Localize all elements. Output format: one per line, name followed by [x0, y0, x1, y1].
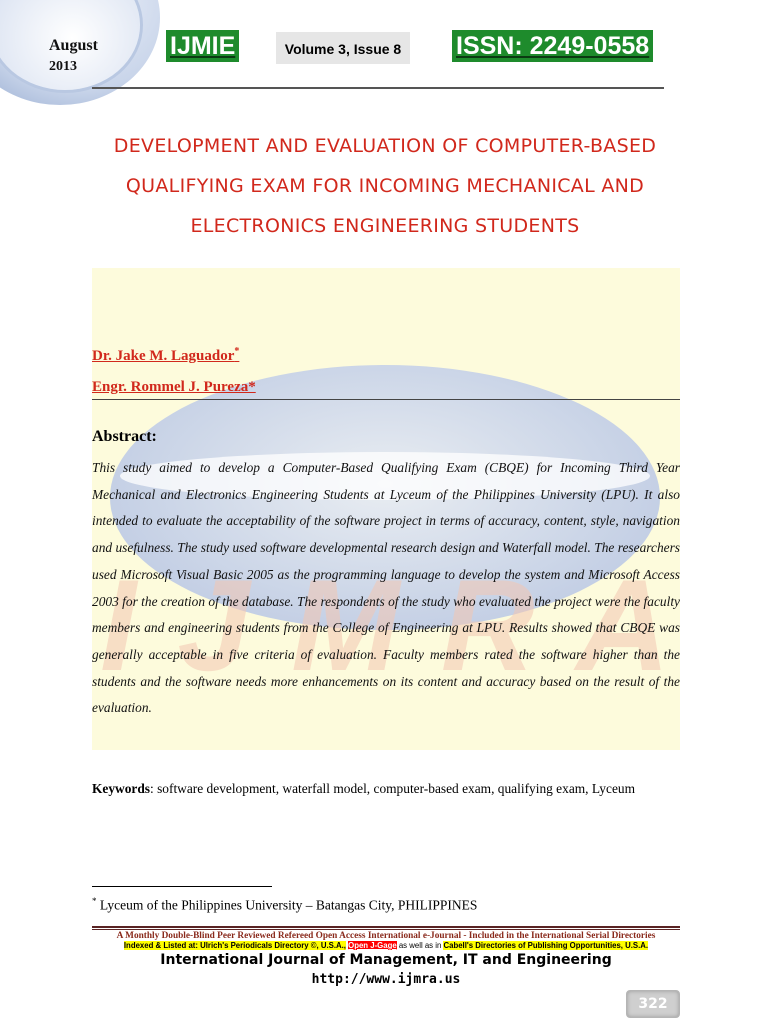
author-1-name: Dr. Jake M. Laguador [92, 348, 235, 364]
authors-divider [92, 399, 680, 400]
indexing-cabell: Cabell's Directories of Publishing Opportunities, U.S.A. [443, 941, 649, 950]
header-divider [92, 87, 664, 89]
watermark-letter: I [100, 552, 137, 698]
journal-url-link[interactable]: http://www.ijmra.us [311, 972, 461, 987]
abstract-heading: Abstract: [92, 428, 157, 445]
journal-name: International Journal of Management, IT and Engineering [160, 952, 612, 968]
footer-divider [92, 926, 680, 928]
footnote-text: Lyceum of the Philippines University – Batangas City, PHILIPPINES [96, 897, 478, 913]
page-number: 322 [626, 990, 680, 1018]
author-1-marker: * [234, 346, 240, 357]
keywords-label: Keywords [92, 781, 151, 796]
issue-year: 2013 [49, 59, 77, 74]
footnote-divider [92, 886, 272, 887]
author-list [92, 336, 256, 403]
abstract-body: This study aimed to develop a Computer-Based Qualifying Exam (CBQE) for Incoming Third Year Mechanical and Electronics Engineering Students at Lyceum of the Philippines University (LPU). It also intended to evaluate the acceptability of the software project in terms of accuracy, content, style, navigation and usefulness. The study used software developmental research design and Waterfall model. The researchers used Microsoft Visual Basic 2005 as the programming language to develop the system and Microsoft Access 2003 for the creation of the database. The respondents of the study who evaluated the project were the faculty members and engineering students from the College of Engineering at LPU. Results showed that CBQE was generally acceptable in five criteria of evaluation. Faculty members rated the software higher than the students and the software needs more enhancements on its content and accuracy based on the result of the evaluation. [92, 460, 680, 716]
indexing-ulrich: Indexed & Listed at: Ulrich's Periodicals Directory ©, U.S.A., [123, 941, 346, 950]
footnote [92, 896, 477, 914]
footer-indexing [92, 941, 680, 950]
paper-title: DEVELOPMENT AND EVALUATION OF COMPUTER-BASED QUALIFYING EXAM FOR INCOMING MECHANICAL AND ELECTRONICS ENGINEERING STUDENTS [113, 135, 657, 237]
watermark-letter: M [291, 552, 400, 698]
author-1 [92, 336, 256, 372]
keywords-list: : software development, waterfall model, computer-based exam, qualifying exam, Lyceum [150, 781, 636, 796]
issue-date [49, 37, 98, 75]
author-2-name: Engr. Rommel J. Pureza* [92, 379, 256, 395]
footnote-marker: * [92, 896, 97, 906]
issn-badge: ISSN: 2249-0558 [452, 30, 653, 62]
issue-month: August [49, 37, 98, 54]
indexing-open-jgage-link[interactable]: Open J-Gage [348, 941, 397, 950]
watermark-letter: J [177, 552, 250, 698]
keywords [92, 776, 680, 802]
volume-issue-badge: Volume 3, Issue 8 [276, 32, 410, 64]
footer-description: A Monthly Double-Blind Peer Reviewed Refereed Open Access International e-Journal - Included in the International Serial Directories [116, 931, 656, 941]
watermark-letter: R [440, 552, 535, 698]
footer-divider-thin [92, 929, 680, 930]
watermark-letter: A [576, 552, 670, 698]
indexing-connector: as well as in [396, 941, 444, 950]
journal-short-badge: IJMIE [166, 30, 239, 62]
